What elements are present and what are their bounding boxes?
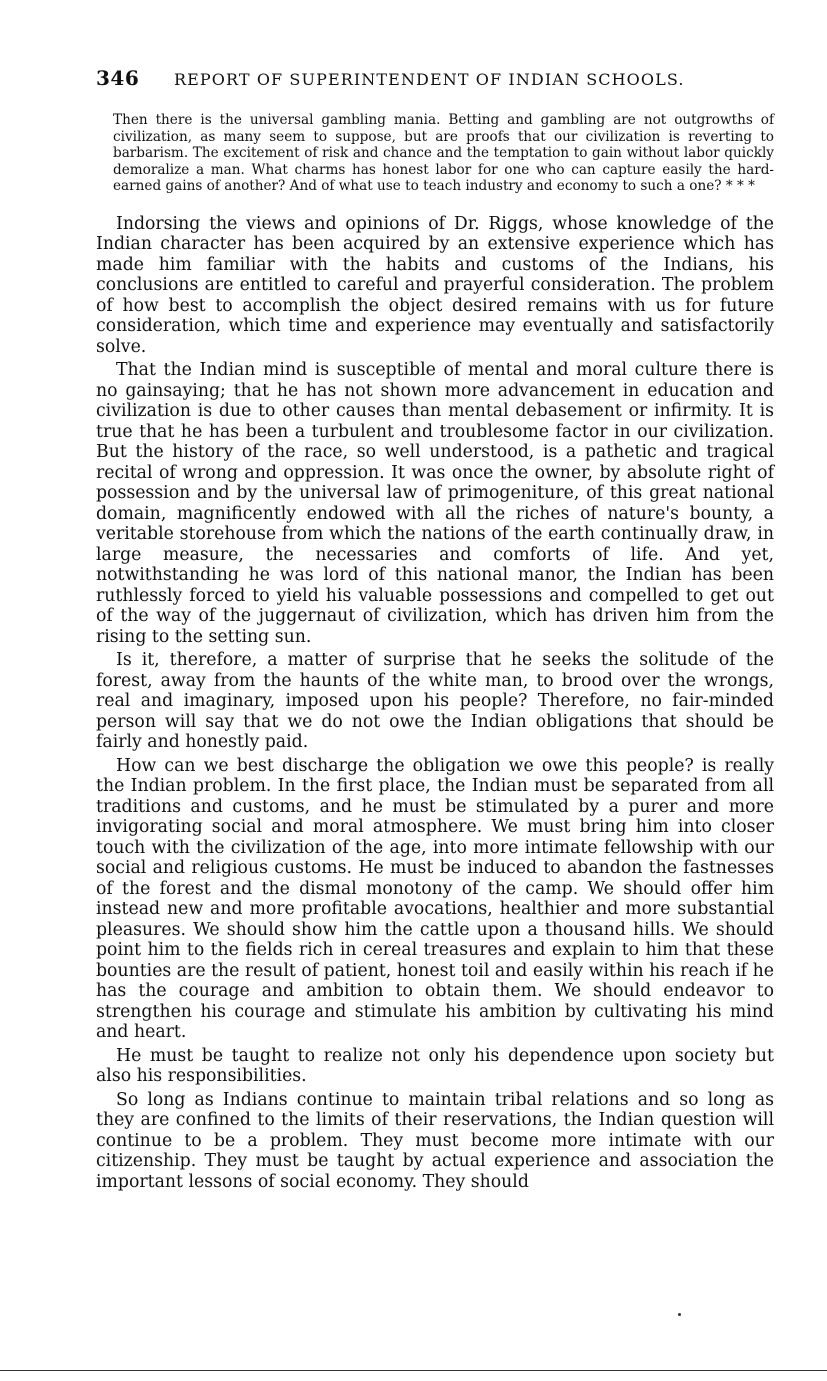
page-header xyxy=(96,66,774,104)
paragraph: So long as Indians continue to maintain tribal relations and so long as they are confined to the limits of their reservations, the Indian question will continue to be a problem. They must become more intimate with our citizenship. They must be taught by actual experience and association the important lessons of social economy. They should xyxy=(96,1089,774,1192)
paragraph: That the Indian mind is susceptible of mental and moral culture there is no gainsaying; that he has not shown more advancement in education and civilization is due to other causes than mental debasement or infirmity. It is true that he has been a turbulent and troublesome factor in our civilization. But the history of the race, so well understood, is a pathetic and tragical recital of wrong and oppression. It was once the owner, by absolute right of possession and by the universal law of primogeniture, of this great national domain, magnificently endowed with all the riches of nature's bounty, a veritable storehouse from which the nations of the earth continually draw, in large measure, the necessaries and comforts of life. And yet, notwithstanding he was lord of this national manor, the Indian has been ruthlessly forced to yield his valuable possessions and compelled to get out of the way of the juggernaut of civilization, which has driven him from the rising to the setting sun. xyxy=(96,360,774,647)
running-title: REPORT OF SUPERINTENDENT OF INDIAN SCHOOLS. xyxy=(174,70,685,89)
block-quote: Then there is the universal gambling mania. Betting and gambling are not outgrowths of civilization, as many seem to suppose, but are proofs that our civilization is reverting to barbarism. The excitement of risk and chance and the temptation to gain without labor quickly demoralize a man. What charms has honest labor for one who can capture easily the hard-earned gains of another? And of what use to teach industry and economy to such a one? * * * xyxy=(113,112,774,194)
body-text xyxy=(96,214,774,1193)
paragraph: Is it, therefore, a matter of surprise that he seeks the solitude of the forest, away from the haunts of the white man, to brood over the wrongs, real and imaginary, imposed upon his people? Therefore, no fair-minded person will say that we do not owe the Indian obligations that should be fairly and honestly paid. xyxy=(96,650,774,752)
scan-speck xyxy=(678,1313,681,1316)
document-page xyxy=(96,66,774,1195)
paragraph: He must be taught to realize not only his dependence upon society but also his responsibilities. xyxy=(96,1045,774,1086)
paragraph: Indorsing the views and opinions of Dr. Riggs, whose knowledge of the Indian character has been acquired by an extensive experience which has made him familiar with the habits and customs of the Indians, his conclusions are entitled to careful and prayerful consideration. The problem of how best to accomplish the object desired remains with us for future consideration, which time and experience may eventually and satisfactorily solve. xyxy=(96,213,774,357)
page-number: 346 xyxy=(96,66,140,90)
paragraph: How can we best discharge the obligation we owe this people? is really the Indian problem. In the first place, the Indian must be separated from all traditions and customs, and he must be stimulated by a purer and more invigorating social and moral atmosphere. We must bring him into closer touch with the civilization of the age, into more intimate fellowship with our social and religious customs. He must be induced to abandon the fastnesses of the forest and the dismal monotony of the camp. We should offer him instead new and more profitable avocations, healthier and more substantial pleasures. We should show him the cattle upon a thousand hills. We should point him to the fields rich in cereal treasures and explain to him that these bounties are the result of patient, honest toil and easily within his reach if he has the courage and ambition to obtain them. We should endeavor to strengthen his courage and stimulate his ambition by cultivating his mind and heart. xyxy=(96,755,774,1042)
page-bottom-edge xyxy=(0,1370,827,1381)
